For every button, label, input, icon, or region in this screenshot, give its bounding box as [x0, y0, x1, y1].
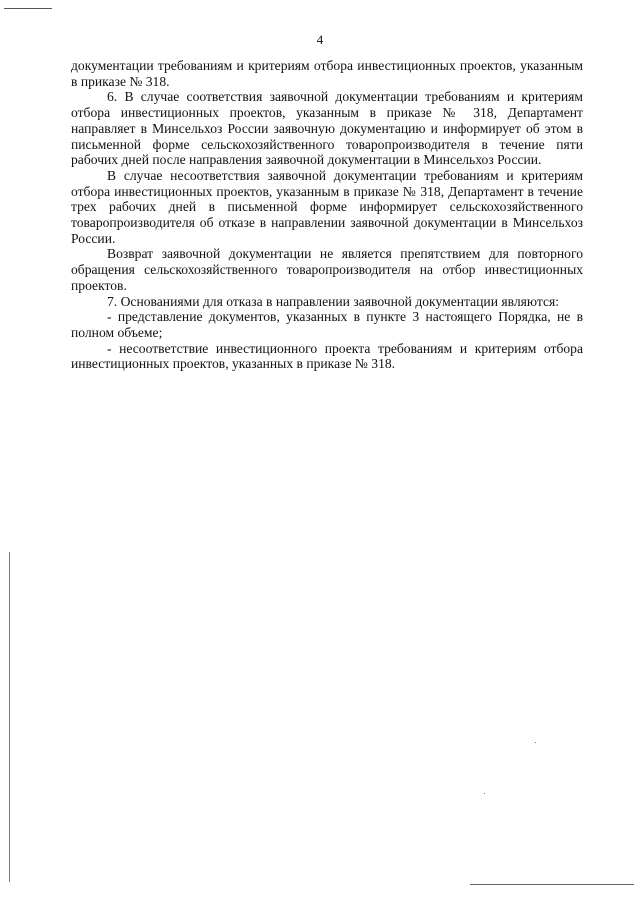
- document-body: [71, 58, 583, 372]
- scan-artifact-bottom-line: [470, 884, 634, 885]
- list-item-incomplete-documents: - представление документов, указанных в пункте 3 настоящего Порядка, не в полном объеме;: [71, 309, 583, 340]
- paragraph-return: Возврат заявочной документации не является препятствием для повторного обращения сельскохозяйственного товаропроизводителя на отбор инвестиционных проектов.: [71, 246, 583, 293]
- paragraph-item-7: 7. Основаниями для отказа в направлении заявочной документации являются:: [107, 293, 560, 309]
- scan-artifact-left-line: [9, 552, 10, 882]
- page-number: 4: [316, 32, 324, 47]
- list-item-project-nonconformity: - несоответствие инвестиционного проекта требованиям и критериям отбора инвестиционных проектов, указанных в приказе № 318.: [71, 340, 583, 372]
- paragraph-continuation: документации требованиям и критериям отбора инвестиционных проектов, указанным в приказе № 318.: [71, 58, 583, 89]
- scan-speck: [484, 793, 485, 794]
- scan-artifact-top-line: [4, 8, 52, 9]
- paragraph-item-6: 6. В случае соответствия заявочной документации требованиям и критериям отбора инвестиционных проектов, указанным в приказе № 318, Департамент направляет в Минсельхоз России заявочную документацию и информирует об этом в письменной форме сельскохозяйственного товаропроизводителя в течение пяти рабочих дней после направления заявочной документации в Минсельхоз России.: [71, 89, 583, 168]
- paragraph-nonconformity: В случае несоответствия заявочной документации требованиям и критериям отбора инвестиционных проектов, указанным в приказе № 318, Департамент в течение трех рабочих дней в письменной форме информирует сельскохозяйственного товаропроизводителя об отказе в направлении заявочной документации в Минсельхоз России.: [71, 167, 583, 246]
- scan-speck: [535, 742, 536, 743]
